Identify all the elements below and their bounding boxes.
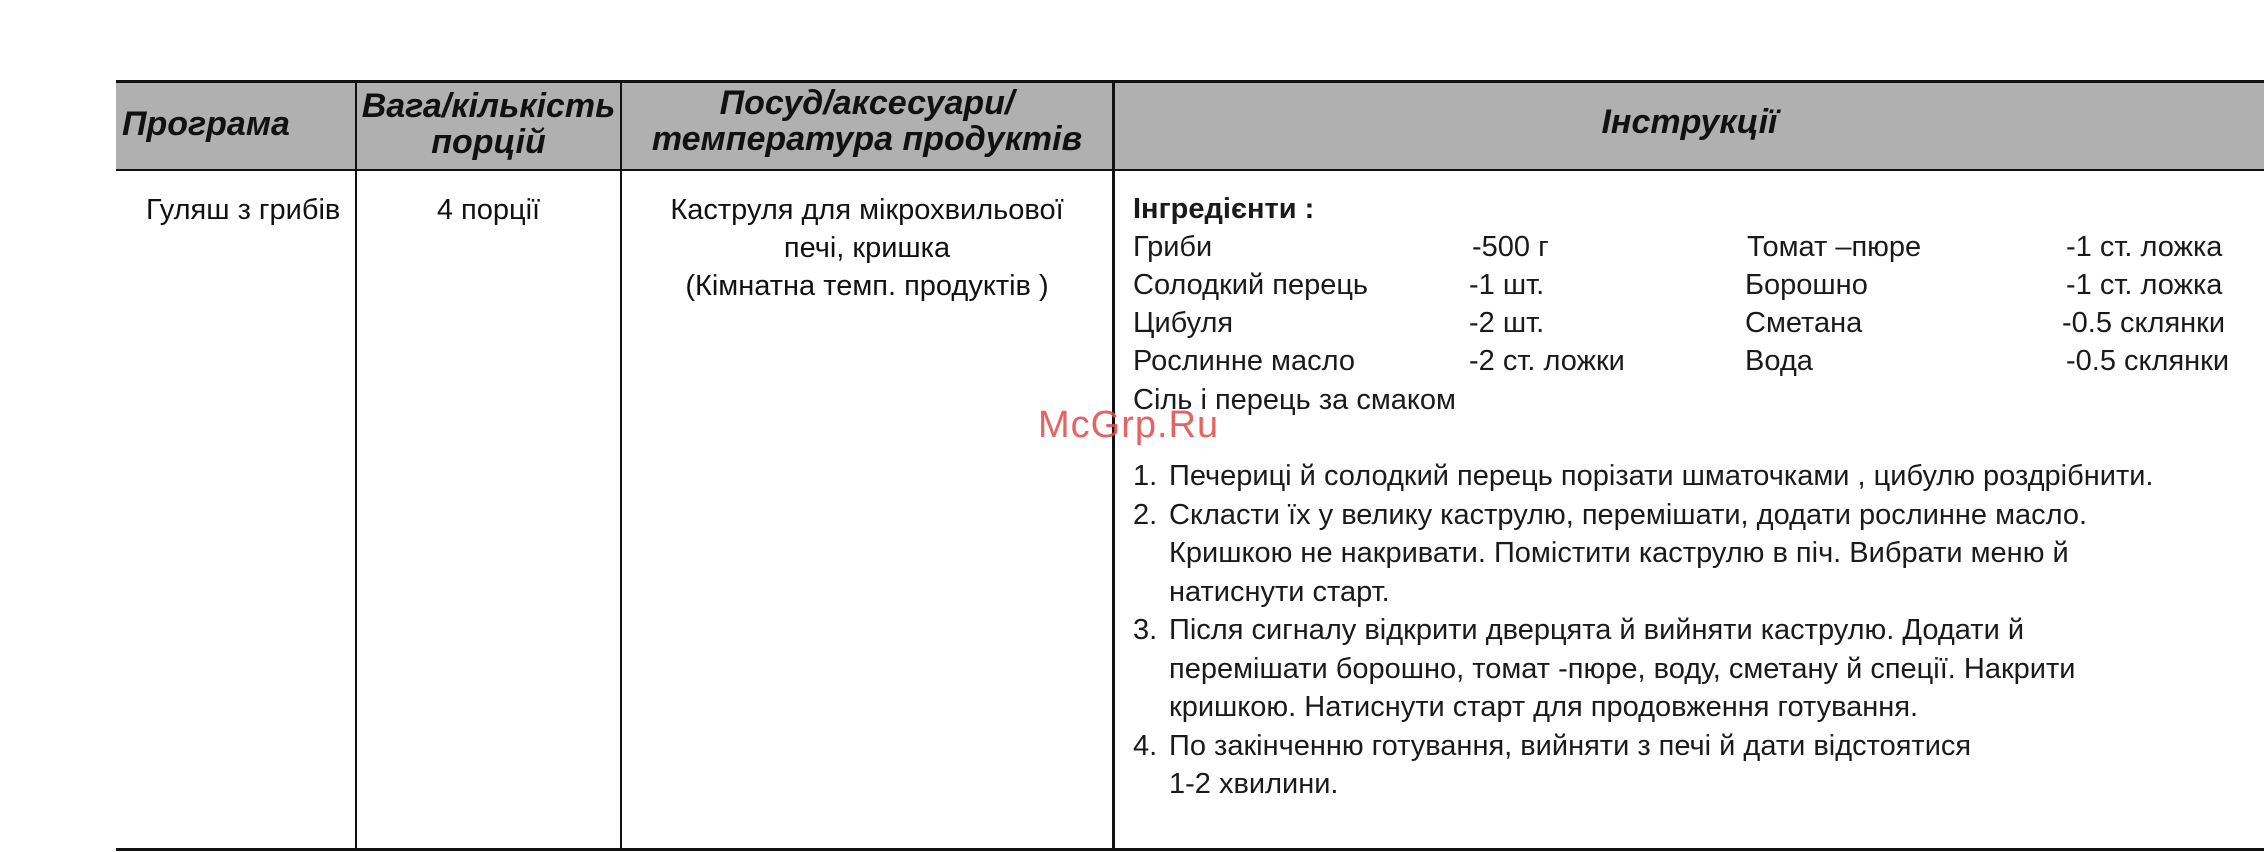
step-text: Скласти їх у велику каструлю, перемішати, додати рослинне масло. Кришкою не накривати. Помістити каструлю в піч. Вибрати меню й натиснути старт. — [1169, 498, 2088, 608]
ingredient-qty: -2 шт. — [1469, 307, 1545, 339]
table-top-border — [116, 80, 2264, 83]
step-item — [1133, 611, 2253, 727]
ingredient-name: Борошно — [1745, 269, 1868, 301]
ingredient-qty: -2 ст. ложки — [1469, 345, 1625, 377]
ingredient-qty: -1 шт. — [1469, 269, 1545, 301]
header-bottom-border — [116, 169, 2264, 171]
instruction-steps — [1133, 457, 2253, 804]
header-program: Програма — [122, 105, 290, 143]
step-item — [1133, 727, 2253, 804]
cookware-description: Каструля для мікрохвильової печі, кришка (Кімнатна темп. продуктів ) — [670, 194, 1064, 302]
ingredient-name: Гриби — [1133, 231, 1213, 263]
watermark: McGrp.Ru — [1038, 404, 1220, 446]
ingredient-name: Томат –пюре — [1747, 231, 1922, 263]
ingredient-name: Сметана — [1745, 307, 1863, 339]
ingredient-qty: -1 ст. ложка — [2066, 231, 2223, 263]
program-name: Гуляш з грибів — [146, 194, 341, 226]
table-bottom-border — [116, 848, 2264, 851]
ingredients-title: Інгредієнти : — [1133, 193, 1315, 225]
step-text: По закінченню готування, вийняти з печі й дати відстоятися 1-2 хвилини. — [1169, 729, 1972, 800]
step-number: 1. — [1133, 460, 1158, 492]
header-instructions: Інструкції — [1601, 103, 1778, 141]
ingredient-name: Солодкий перець — [1133, 269, 1369, 301]
column-divider-3 — [1112, 82, 1115, 848]
step-text: Печериці й солодкий перець порізати шматочками , цибулю роздрібнити. — [1169, 460, 2154, 492]
step-number: 4. — [1133, 729, 1158, 762]
step-text: Після сигналу відкрити дверцята й вийняти каструлю. Додати й перемішати борошно, томат -пюре, воду, сметану й спеції. Накрити кришкою. Натиснути старт для продовження готування. — [1169, 614, 2076, 723]
ingredient-qty: -1 ст. ложка — [2066, 269, 2223, 301]
ingredient-name: Вода — [1745, 345, 1813, 377]
ingredient-qty: -0.5 склянки — [2062, 307, 2226, 339]
header-cookware: Посуд/аксесуари/ температура продуктів — [651, 84, 1083, 158]
step-item — [1133, 457, 2253, 496]
portion-count: 4 порції — [436, 194, 541, 226]
step-number: 2. — [1133, 498, 1158, 531]
ingredient-qty: -500 г — [1472, 231, 1549, 263]
step-number: 3. — [1133, 614, 1158, 646]
header-weight: Вага/кількість порцій — [361, 87, 616, 161]
seasoning-note: Сіль і перець за смаком — [1133, 384, 1456, 416]
ingredient-name: Рослинне масло — [1133, 345, 1355, 377]
ingredient-name: Цибуля — [1133, 307, 1234, 339]
ingredient-qty: -0.5 склянки — [2066, 345, 2230, 377]
step-item — [1133, 496, 2253, 612]
